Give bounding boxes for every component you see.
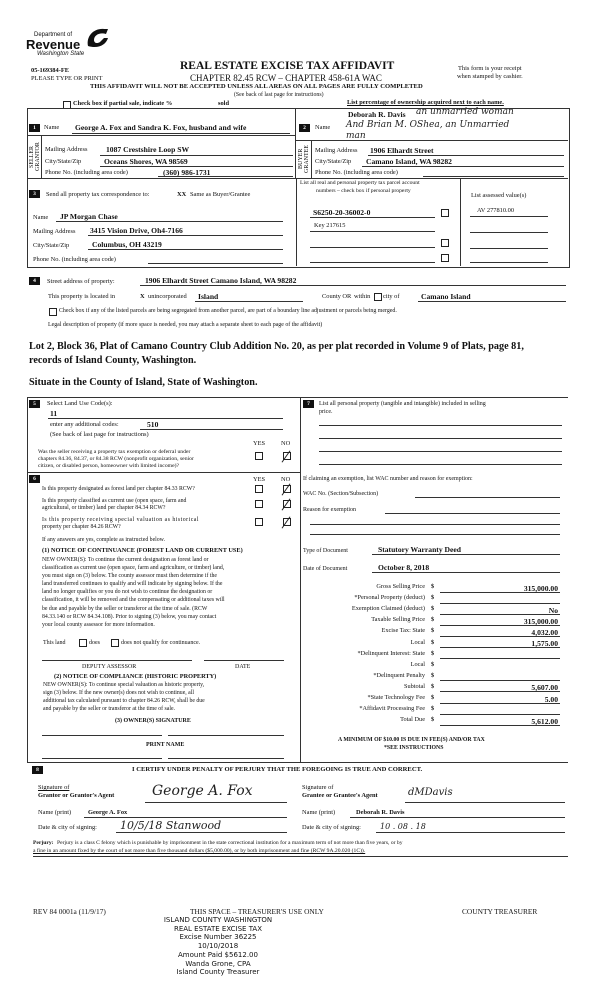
fee-label: Gross Selling Price	[376, 583, 425, 590]
corr-name-field[interactable]: JP Morgan Chase	[60, 212, 118, 221]
page-title: REAL ESTATE EXCISE TAX AFFIDAVIT	[180, 60, 395, 72]
segregated-label: Check box if any of the listed parcels are being segregated from another parcel, are part of a boundary line adjustment or parcels being merged.	[59, 308, 397, 314]
same-as-buyer-mark[interactable]: XX	[177, 191, 187, 198]
notice-line: land transferred continues to qualify and will indicate by signing below. If the	[42, 581, 223, 588]
currency-symbol: $	[431, 660, 435, 668]
grantee-signature-label: Signature of	[302, 784, 334, 791]
corr-phone-label: Phone No. (including area code)	[33, 256, 116, 263]
receipt-note: This form is your receipt	[458, 65, 522, 72]
parcel-key: Key 217615	[314, 222, 346, 229]
reason-field[interactable]	[310, 534, 560, 535]
personal-property-checkbox[interactable]	[441, 254, 449, 262]
divider	[41, 135, 42, 178]
underline	[362, 166, 564, 167]
street-field[interactable]: 1906 Elhardt Street Camano Island, WA 98282	[145, 276, 297, 285]
county-or-label: County OR	[322, 293, 352, 300]
city-of-label: city of	[383, 293, 400, 300]
fee-label: Total Due	[400, 716, 425, 724]
grantor-signature[interactable]: George A. Fox	[152, 783, 253, 799]
underline	[158, 176, 293, 177]
grantor-name-label: Name (print)	[38, 809, 72, 816]
divider	[33, 856, 568, 857]
underline	[418, 301, 566, 302]
instructions-note: (See back of last page for instructions)	[234, 92, 324, 98]
personal-property-checkbox[interactable]	[441, 239, 449, 247]
unincorporated-label: unincorporated	[148, 293, 187, 300]
buyer-name-typed[interactable]: Deborah R. Davis	[348, 110, 406, 119]
fee-label: Subtotal	[404, 682, 425, 690]
seller-grantor-label: SELLER GRANTOR	[29, 142, 41, 172]
divider	[300, 397, 301, 762]
underline	[372, 554, 560, 555]
reason-field[interactable]	[310, 524, 560, 525]
fee-value[interactable]: 315,000.00	[523, 616, 558, 626]
same-as-buyer-label: Same as Buyer/Grantee	[190, 191, 251, 198]
notice-continuance-title: (1) NOTICE OF CONTINUANCE (FOREST LAND OR CURRENT USE)	[42, 547, 243, 554]
street-label: Street address of property:	[47, 278, 115, 285]
owner-signature-label: (3) OWNER(S) SIGNATURE	[115, 718, 191, 724]
personal-property-field[interactable]	[319, 464, 562, 465]
underline	[100, 166, 293, 167]
forest-question: Is this property designated as forest land per chapter 84.33 RCW?	[42, 486, 195, 492]
legal-description: records of Island County, Washington.	[29, 355, 197, 366]
personal-property-field[interactable]	[319, 425, 562, 426]
underline	[140, 429, 283, 430]
underline	[372, 572, 560, 573]
currency-symbol: $	[431, 583, 435, 590]
if-yes-note: If any answers are yes, complete as instructed below.	[42, 537, 165, 543]
yes-header: YES	[253, 476, 266, 483]
logo-line1: Department of	[34, 32, 73, 38]
divider	[27, 178, 568, 179]
corr-mailing-label: Mailing Address	[33, 228, 76, 235]
fee-value[interactable]: 315,000.00	[523, 583, 558, 593]
personal-property-label: price.	[319, 409, 333, 415]
land-use-instructions: (See back of last page for instructions)	[50, 431, 149, 438]
parcels-header: List all real and personal property tax parcel account	[300, 180, 420, 186]
grantee-name-label: Name (print)	[302, 809, 336, 816]
treasurer-use-label: THIS SPACE – TREASURER'S USE ONLY	[190, 907, 324, 916]
corr-phone-field[interactable]	[148, 263, 283, 264]
notice-line: you must sign on (3) below. The county assessor must then determine if the	[42, 573, 218, 580]
additional-codes-field[interactable]: 510	[147, 420, 159, 429]
receipt-note: when stamped by cashier.	[457, 73, 523, 80]
buyer-name-handwritten: an unmarried woman	[416, 107, 514, 117]
notice-continuance-text	[42, 556, 225, 629]
assessed-value-field-3[interactable]	[470, 248, 548, 249]
assessed-value-field-4[interactable]	[470, 262, 548, 263]
no-header: NO	[281, 476, 291, 483]
type-or-print: PLEASE TYPE OR PRINT	[31, 75, 103, 82]
divider	[295, 108, 296, 178]
underline	[88, 235, 283, 236]
ownership-note: List percentage of ownership acquired next to each name.	[347, 99, 504, 106]
divider	[27, 762, 568, 763]
fee-field-line	[440, 703, 560, 704]
currency-symbol: $	[431, 694, 435, 701]
print-name-label: PRINT NAME	[146, 742, 185, 748]
fee-label: *State Technology Fee	[367, 694, 425, 701]
does-not-qualify-checkbox[interactable]	[111, 639, 119, 647]
deputy-assessor-label: DEPUTY ASSESSOR	[82, 664, 137, 670]
stamp-line: 10/10/2018	[197, 942, 239, 951]
underline	[145, 802, 287, 803]
print-name-field[interactable]	[42, 758, 162, 759]
buyer-mailing-field[interactable]: 1906 Elhardt Street	[370, 146, 434, 155]
print-name-field[interactable]	[168, 758, 284, 759]
county-field[interactable]: Island	[198, 292, 219, 301]
divider	[460, 178, 461, 266]
certify-statement: I CERTIFY UNDER PENALTY OF PERJURY THAT THE FOREGOING IS TRUE AND CORRECT.	[132, 766, 423, 773]
perjury-text: Perjury is a class C felony which is punishable by imprisonment in the state correctional institution for a maximum term of not more than five years, or by	[57, 840, 403, 846]
form-revision: REV 84 0001a (11/9/17)	[33, 907, 106, 916]
section-number: 4	[29, 277, 40, 285]
parcels-header: numbers – check box if personal property	[316, 188, 411, 194]
doc-date-label: Date of Document	[303, 566, 348, 572]
exemption-question: Was the seller receiving a property tax exemption or deferral under	[38, 449, 191, 455]
historic-yes-checkbox[interactable]	[255, 518, 263, 526]
partial-sale-label: Check box if partial sale, indicate %	[73, 100, 173, 107]
divider	[295, 140, 568, 141]
fee-value[interactable]: 5,607.00	[531, 683, 558, 693]
additional-codes-label: enter any additional codes:	[50, 421, 119, 428]
see-instructions-note: *SEE INSTRUCTIONS	[384, 745, 444, 751]
owner-signature-field[interactable]	[42, 735, 162, 736]
notice-line: and payable by the seller or transferor at the time of sale.	[43, 705, 175, 712]
date-label: DATE	[235, 664, 251, 670]
reason-label: Reason for exemption	[303, 507, 356, 513]
seller-name-field[interactable]: George A. Fox and Sandra K. Fox, husband and wife	[75, 123, 247, 132]
underline	[310, 231, 435, 232]
corr-name-label: Name	[33, 214, 49, 221]
stamp-line: Island County Treasurer	[176, 968, 260, 977]
stamp-line: Amount Paid $5612.00	[178, 950, 258, 959]
fee-field-line	[440, 680, 560, 681]
divider	[27, 397, 28, 762]
section-number: 2	[299, 124, 310, 132]
grantor-signature-label: Grantor or Grantor's Agent	[38, 792, 115, 799]
personal-property-label: List all personal property (tangible and intangible) included in selling	[319, 401, 486, 407]
no-header: NO	[281, 440, 291, 447]
grantee-signature[interactable]: dMDavis	[408, 787, 453, 798]
notice-line: classification as current use (open space, farm and agriculture, or timber) land,	[42, 565, 225, 572]
underline	[310, 217, 435, 218]
underline	[470, 216, 548, 217]
underline	[84, 817, 287, 818]
logo-swirl-icon	[84, 26, 110, 50]
fee-label: Exemption Claimed (deduct)	[351, 605, 425, 613]
underline	[350, 817, 565, 818]
currency-symbol: $	[431, 716, 435, 724]
land-use-label: Select Land Use Code(s):	[47, 400, 113, 407]
minimum-note: A MINIMUM OF $10.00 IS DUE IN FEE(S) AND/OR TAX	[338, 737, 485, 743]
county-treasurer-label: COUNTY TREASURER	[462, 907, 538, 916]
assessed-header: List assessed value(s)	[471, 192, 527, 199]
yes-header: YES	[253, 440, 266, 447]
section-number: 7	[303, 400, 314, 408]
logo-line2: Revenue	[26, 37, 81, 52]
stamp-line: Wanda Grone, CPA	[185, 959, 251, 968]
fee-field-line	[440, 603, 560, 604]
notice-line: be due and payable by the seller or transferor at the time of sale. (RCW	[42, 605, 208, 612]
logo-line3: Washington State	[37, 51, 85, 57]
current-use-yes-checkbox[interactable]	[255, 500, 263, 508]
grantor-date-field[interactable]: 10/5/18 Stanwood	[120, 819, 222, 832]
notice-compliance-title: (2) NOTICE OF COMPLIANCE (HISTORIC PROPERTY)	[54, 673, 217, 680]
section-number: 1	[29, 124, 40, 132]
divider	[27, 135, 295, 136]
stamp-line: ISLAND COUNTY WASHINGTON	[163, 916, 273, 924]
grantee-signature-label: Grantee or Grantee's Agent	[302, 792, 378, 799]
fee-field-line	[440, 714, 560, 715]
fee-label: *Personal Property (deduct)	[354, 594, 425, 602]
seller-mailing-field[interactable]: 1087 Crestshire Loop SW	[106, 145, 190, 154]
buyer-phone-label: Phone No. (including area code)	[315, 169, 398, 176]
currency-symbol: $	[431, 671, 435, 679]
underline	[72, 133, 290, 134]
notice-line: sign (3) below. If the new owner(s) does not wish to continue, all	[43, 689, 194, 696]
buyer-name-handwritten: man	[346, 131, 366, 141]
currency-symbol: $	[431, 594, 435, 602]
currency-symbol: $	[431, 627, 435, 635]
fee-label: Excise Tax: State	[381, 627, 425, 635]
form-code: 05-169384-FE	[31, 67, 69, 74]
underline	[88, 249, 283, 250]
currency-symbol: $	[431, 705, 435, 713]
this-land-label: This land	[43, 640, 66, 646]
exemption-label: If claiming an exemption, list WAC number and reason for exemption:	[303, 476, 473, 482]
fee-field-line	[440, 614, 560, 615]
corr-city-field[interactable]: Columbus, OH 43219	[92, 240, 162, 249]
exemption-question: chapters 84.36, 84.37, or 84.38 RCW (nonprofit organization, senior	[38, 456, 194, 462]
currency-symbol: $	[431, 616, 435, 624]
notice-line: NEW OWNER(S): To continue special valuation as historic property,	[43, 682, 205, 688]
buyer-phone-field[interactable]	[423, 176, 564, 177]
city-checkbox[interactable]	[374, 293, 382, 301]
stamp-line: Excise Number 36225	[179, 933, 257, 942]
historic-question: property per chapter 84.26 RCW?	[42, 524, 121, 530]
fee-label: Local	[410, 660, 425, 668]
stamp-line: REAL ESTATE EXCISE TAX	[173, 924, 263, 933]
corr-city-label: City/State/Zip	[33, 242, 70, 249]
wac-label: WAC No. (Section/Subsection)	[303, 491, 379, 497]
grantee-date-label: Date & city of signing:	[302, 824, 361, 831]
underline	[116, 832, 287, 833]
warning-text: THIS AFFIDAVIT WILL NOT BE ACCEPTED UNLESS ALL AREAS ON ALL PAGES ARE FULLY COMPLETED	[90, 83, 423, 90]
situate-text: Situate in the County of Island, State of Washington.	[29, 377, 258, 388]
seller-name-label: Name	[44, 124, 60, 131]
section-number: 5	[29, 400, 40, 408]
currency-symbol: $	[431, 649, 435, 657]
underline	[376, 832, 565, 833]
current-use-question: Is this property classified as current use (open space, farm and	[42, 498, 187, 504]
segregated-checkbox[interactable]	[49, 308, 57, 316]
notice-line: NEW OWNER(S): To continue the current designation as forest land or	[42, 557, 209, 563]
assessed-value-field-2[interactable]	[470, 232, 548, 233]
seller-city-field[interactable]: Oceans Shores, WA 98569	[104, 157, 188, 166]
wac-field[interactable]	[415, 497, 560, 498]
forest-yes-checkbox[interactable]	[255, 485, 263, 493]
doc-type-label: Type of Document	[303, 548, 348, 554]
grantor-date-label: Date & city of signing:	[38, 824, 97, 831]
reason-field[interactable]	[385, 513, 560, 514]
notice-line: your local county assessor for more information.	[42, 621, 155, 628]
does-label: does	[89, 640, 100, 646]
perjury-text: a fine in an amount fixed by the court of not more than five thousand dollars ($5,000.00), or by both imprisonment and fine (RCW 9A.20.020 (1C)).	[33, 848, 366, 854]
partial-sale-sold: sold	[218, 100, 230, 107]
seller-city-label: City/State/Zip	[45, 158, 82, 165]
does-not-label: does not qualify for continuance.	[121, 640, 201, 646]
notice-line: classification, it will be removed and the compensating or additional taxes will	[42, 597, 225, 604]
assessed-value-field[interactable]: AV 277810.00	[477, 207, 515, 214]
owner-signature-field[interactable]	[168, 735, 284, 736]
grantee-date-field[interactable]: 10 . 08 . 18	[380, 822, 426, 831]
buyer-city-label: City/State/Zip	[315, 158, 352, 165]
underline	[48, 418, 283, 419]
currency-symbol: $	[431, 638, 435, 646]
correspondence-label: Send all property tax correspondence to:	[46, 191, 150, 198]
notice-line: 84.33.140 or RCW 84.34.108). Prior to signing (3) below, you may contact	[42, 613, 217, 620]
section-number: 8	[32, 766, 43, 774]
parcel-number-field-3[interactable]	[310, 262, 435, 263]
buyer-name-handwritten: And Brian M. OShea, an Unmarried	[346, 120, 510, 130]
within-label: within	[354, 293, 371, 300]
currency-symbol: $	[431, 605, 435, 613]
doc-type-field[interactable]: Statutory Warranty Deed	[378, 545, 461, 554]
underline	[368, 155, 564, 156]
parcel-number-field-2[interactable]	[310, 247, 435, 248]
does-qualify-checkbox[interactable]	[79, 639, 87, 647]
fee-label: *Delinquent Interest: State	[357, 649, 425, 657]
divider	[296, 178, 297, 266]
fee-label: Taxable Selling Price	[371, 616, 425, 624]
grantee-name-field[interactable]: Deborah R. Davis	[356, 809, 405, 816]
notice-line: land no longer qualifies or you do not wish to continue the designation or	[42, 589, 213, 596]
fee-value[interactable]: 5,612.00	[531, 716, 558, 726]
buyer-mailing-label: Mailing Address	[315, 147, 358, 154]
fee-value[interactable]: 4,032.00	[531, 627, 558, 637]
personal-property-field[interactable]	[319, 438, 562, 439]
perjury-label: Perjury:	[33, 840, 54, 846]
personal-property-checkbox[interactable]	[441, 209, 449, 217]
seller-mailing-label: Mailing Address	[45, 146, 88, 153]
divider	[27, 472, 300, 473]
underline	[405, 802, 565, 803]
historic-question: Is this property receiving special valuation as historical	[42, 517, 199, 523]
exemption-question: citizen, or disabled person, homeowner with limited income)?	[38, 463, 180, 469]
unincorporated-mark[interactable]: X	[140, 293, 145, 300]
fee-value[interactable]: No	[548, 605, 558, 615]
fee-label: Local	[410, 638, 425, 646]
fee-label: *Delinquent Penalty	[373, 671, 425, 679]
buyer-grantee-label: BUYER GRANTEE	[298, 145, 310, 173]
notice-line: additional tax calculated pursuant to chapter 84.26 RCW, shall be due	[43, 697, 205, 704]
underline	[56, 221, 283, 222]
fee-value[interactable]: 5.00	[544, 694, 558, 704]
exemption-yes-checkbox[interactable]	[255, 452, 263, 460]
seller-phone-field[interactable]: (360) 986-1731	[163, 168, 211, 177]
doc-date-field[interactable]: October 8, 2018	[378, 563, 430, 572]
assessor-date-field[interactable]	[204, 660, 284, 661]
current-use-question: agricultural, or timber) land per chapter 84.34 RCW?	[42, 505, 166, 511]
underline	[100, 155, 293, 156]
parcel-number-field[interactable]: S6250-20-36002-0	[313, 208, 371, 217]
corr-mailing-field[interactable]: 3415 Vision Drive, Oh4-7166	[90, 226, 183, 235]
deputy-assessor-signature[interactable]	[42, 660, 192, 661]
section-number: 6	[29, 475, 40, 483]
currency-symbol: $	[431, 682, 435, 690]
notice-compliance-text	[43, 682, 205, 714]
grantor-name-field[interactable]: George A. Fox	[88, 809, 128, 816]
page-subtitle: CHAPTER 82.45 RCW – CHAPTER 458-61A WAC	[190, 73, 382, 83]
fee-field-line	[440, 658, 560, 659]
legal-description: Lot 2, Block 36, Plat of Camano Country Club Addition No. 20, as per plat recorded in Volume 9 of Plats, page 81,	[29, 341, 524, 352]
located-label: This property is located in	[48, 293, 116, 300]
land-use-code-field[interactable]: 11	[50, 409, 58, 418]
grantor-signature-label: Signature of	[38, 784, 70, 791]
city-field[interactable]: Camano Island	[421, 292, 471, 301]
buyer-city-field[interactable]: Camano Island, WA 98282	[366, 157, 452, 166]
fee-value[interactable]: 1,575.00	[531, 639, 558, 648]
legal-label: Legal description of property (if more space is needed, you may attach a separate sheet to each page of the affidavit)	[48, 322, 323, 328]
section-number: 3	[29, 190, 40, 198]
underline	[140, 285, 566, 286]
underline	[195, 301, 303, 302]
divider	[27, 397, 568, 398]
fee-label: *Affidavit Processing Fee	[359, 705, 425, 713]
seller-phone-label: Phone No. (including area code)	[45, 169, 128, 176]
personal-property-field[interactable]	[319, 451, 562, 452]
divider	[311, 140, 312, 178]
buyer-name-label: Name	[315, 124, 331, 131]
